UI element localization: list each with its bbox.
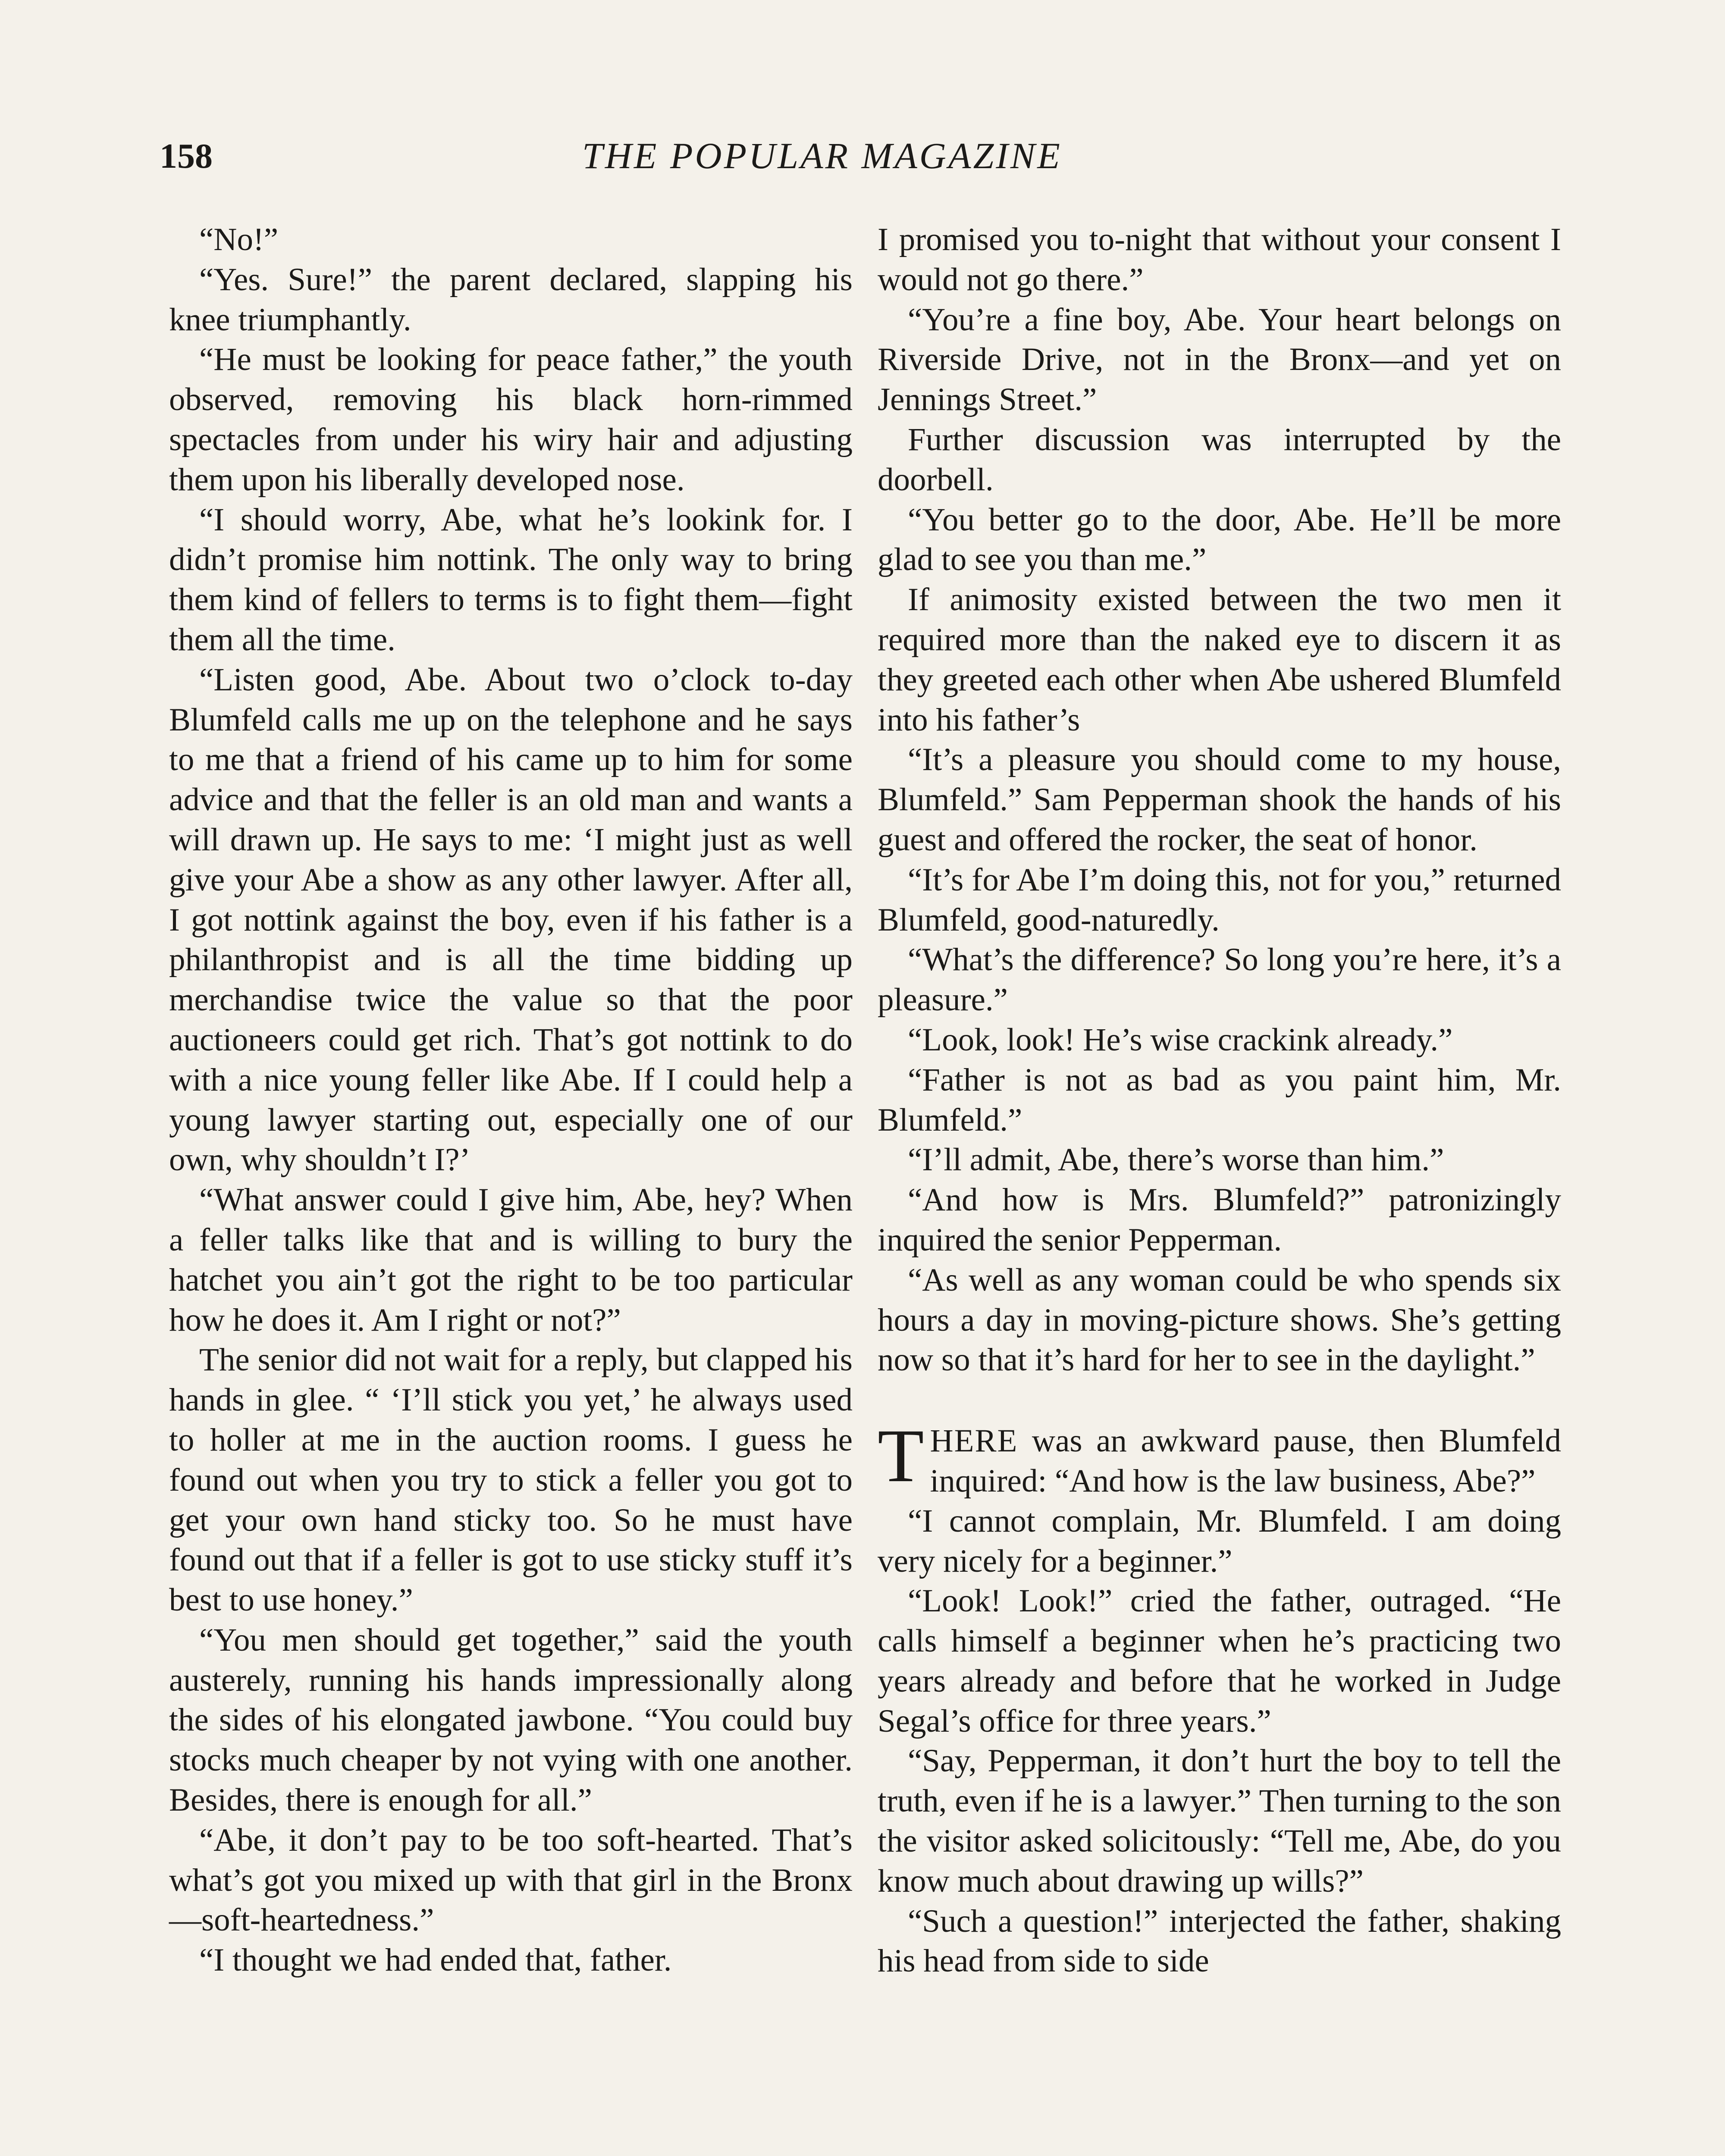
paragraph: “I thought we had ended that, father. [199, 1942, 672, 1978]
paragraph: “No!” [199, 222, 279, 257]
paragraph: If animosity existed between the two men it required more than the naked eye to discern it as they greeted each other when Abe ushered Blumfeld into his father’s [878, 582, 1561, 738]
page-header [160, 136, 1552, 188]
paragraph: “What answer could I give him, Abe, hey? When a feller talks like that and is willing to bury the hatchet you ain’t got the right to be too particular how he does it. Am I right or not?” [169, 1182, 853, 1338]
paragraph: “Say, Pepperman, it don’t hurt the boy to tell the truth, even if he is a lawyer.” Then turning to the son the visitor asked solicitously: “Tell me, Abe, do you know much about drawing up wills?” [878, 1743, 1561, 1899]
right-column [878, 220, 1561, 1981]
paragraph: “I cannot complain, Mr. Blumfeld. I am doing very nicely for a beginner.” [878, 1503, 1561, 1579]
paragraph: “I should worry, Abe, what he’s lookink for. I didn’t promise him nottink. The only way to bring them kind of fellers to terms is to fight them—fight them all the time. [169, 501, 853, 658]
right-column-after-break [878, 1501, 1561, 1982]
paragraph: “It’s for Abe I’m doing this, not for you,” returned Blumfeld, good-naturedly. [878, 862, 1561, 938]
drop-cap-initial: T [878, 1414, 924, 1498]
left-column [169, 220, 853, 1981]
paragraph: “Father is not as bad as you paint him, Mr. Blumfeld.” [878, 1062, 1561, 1138]
dropcap-paragraph [878, 1414, 1561, 1501]
paragraph: “Abe, it don’t pay to be too soft-hearted. That’s what’s got you mixed up with that girl in the Bronx—soft-heartedness.” [169, 1822, 853, 1938]
paragraph: “Look, look! He’s wise crackink already.” [908, 1022, 1453, 1058]
paragraph: I promised you to-night that without your consent I would not go there.” [878, 222, 1561, 298]
paragraph: “You better go to the door, Abe. He’ll be more glad to see you than me.” [878, 501, 1561, 578]
running-head: THE POPULAR MAGAZINE [582, 135, 1062, 176]
page-number: 158 [160, 136, 213, 175]
paragraph: “Such a question!” interjected the father, shaking his head from side to side [878, 1903, 1561, 1979]
right-column-before-break [878, 220, 1561, 1380]
smallcaps-lead: HERE [930, 1423, 1018, 1459]
paragraph: The senior did not wait for a reply, but clapped his hands in glee. “ ‘I’ll stick you yet,’ he always used to holler at me in the auction rooms. I guess he found out when you try to stick a feller you got to get your own hand sticky too. So he must have found out that if a feller is got to use sticky stuff it’s best to use honey.” [169, 1342, 853, 1618]
section-break [878, 1380, 1561, 1421]
paragraph: “He must be looking for peace father,” the youth observed, removing his black horn-rimmed spectacles from under his wiry hair and adjusting them upon his liberally developed nose. [169, 342, 853, 498]
dropcap-paragraph-text: was an awkward pause, then Blumfeld inquired: “And how is the law business, Abe?” [930, 1423, 1561, 1499]
paragraph: “And how is Mrs. Blumfeld?” patronizingly inquired the senior Pepperman. [878, 1182, 1561, 1258]
paragraph: “You men should get together,” said the youth austerely, running his hands impressionally along the sides of his elongated jawbone. “You could buy stocks much cheaper by not vying with one another. Besides, there is enough for all.” [169, 1622, 853, 1818]
paragraph: “Listen good, Abe. About two o’clock to-day Blumfeld calls me up on the telephone and he says to me that a friend of his came up to him for some advice and that the feller is an old man and wants a will drawn up. He says to me: ‘I might just as well give your Abe a show as any other lawyer. After all, I got nottink against the boy, even if his father is a philanthropist and is all the time bidding up merchandise twice the value so that the poor auctioneers could get rich. That’s got nottink to do with a nice young feller like Abe. If I could help a young lawyer starting out, especially one of our own, why shouldn’t I?’ [169, 661, 853, 1178]
paragraph: “You’re a fine boy, Abe. Your heart belongs on Riverside Drive, not in the Bronx—and yet on Jennings Street.” [878, 301, 1561, 418]
paragraph: Further discussion was interrupted by the doorbell. [878, 421, 1561, 498]
paragraph: “Look! Look!” cried the father, outraged. “He calls himself a beginner when he’s practicing two years already and before that he worked in Judge Segal’s office for three years.” [878, 1583, 1561, 1739]
paragraph: “What’s the difference? So long you’re here, it’s a pleasure.” [878, 942, 1561, 1018]
paragraph: “As well as any woman could be who spends six hours a day in moving-picture shows. She’s getting now so that it’s hard for her to see in the daylight.” [878, 1262, 1561, 1378]
paragraph: “Yes. Sure!” the parent declared, slapping his knee triumphantly. [169, 261, 853, 338]
paragraph: “It’s a pleasure you should come to my house, Blumfeld.” Sam Pepperman shook the hands of his guest and offered the rocker, the seat of honor. [878, 742, 1561, 858]
paragraph: “I’ll admit, Abe, there’s worse than him.” [908, 1142, 1444, 1178]
